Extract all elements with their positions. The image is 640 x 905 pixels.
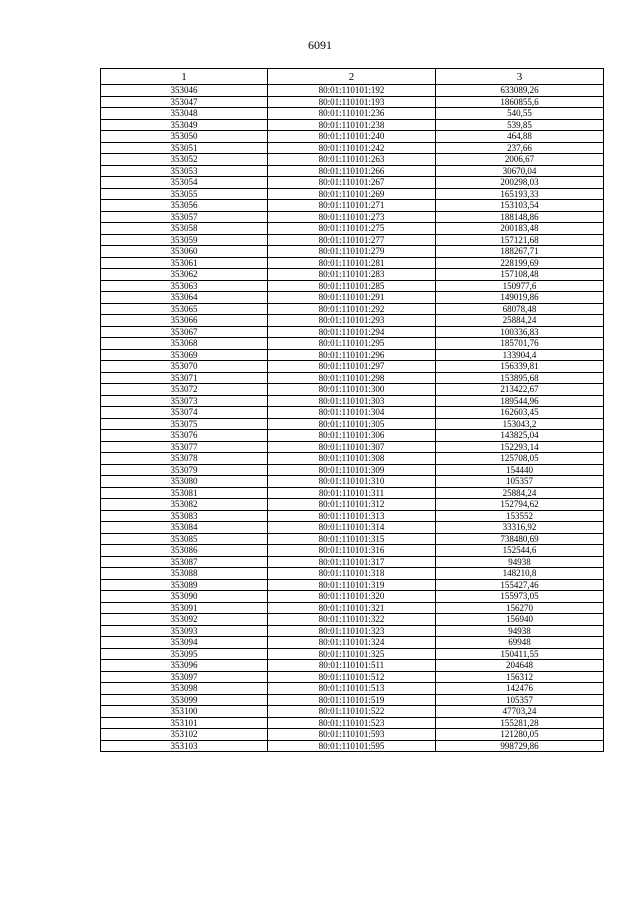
table-cell: 353063 xyxy=(101,280,268,292)
table-cell: 80:01:110101:269 xyxy=(268,188,436,200)
table-row xyxy=(101,188,604,200)
table-row xyxy=(101,395,604,407)
table-cell: 353076 xyxy=(101,430,268,442)
table-row xyxy=(101,384,604,396)
table-cell: 353047 xyxy=(101,96,268,108)
table-cell: 353049 xyxy=(101,119,268,131)
table-cell: 353061 xyxy=(101,257,268,269)
table-cell: 353096 xyxy=(101,660,268,672)
table-cell: 80:01:110101:273 xyxy=(268,211,436,223)
table-row xyxy=(101,441,604,453)
table-cell: 353069 xyxy=(101,349,268,361)
table-cell: 150411,55 xyxy=(436,648,604,660)
table-cell: 80:01:110101:279 xyxy=(268,246,436,258)
table-cell: 80:01:110101:513 xyxy=(268,683,436,695)
table-cell: 80:01:110101:324 xyxy=(268,637,436,649)
table-cell: 353072 xyxy=(101,384,268,396)
table-cell: 353071 xyxy=(101,372,268,384)
table-cell: 155973,05 xyxy=(436,591,604,603)
table-cell: 80:01:110101:277 xyxy=(268,234,436,246)
table-cell: 353089 xyxy=(101,579,268,591)
table-cell: 353092 xyxy=(101,614,268,626)
table-cell: 153043,2 xyxy=(436,418,604,430)
table-cell: 80:01:110101:323 xyxy=(268,625,436,637)
table-row xyxy=(101,602,604,614)
table-cell: 353098 xyxy=(101,683,268,695)
table-row xyxy=(101,108,604,120)
table-row xyxy=(101,660,604,672)
table-cell: 133904,4 xyxy=(436,349,604,361)
table-cell: 80:01:110101:519 xyxy=(268,694,436,706)
table-cell: 80:01:110101:316 xyxy=(268,545,436,557)
table-cell: 353060 xyxy=(101,246,268,258)
table-cell: 353066 xyxy=(101,315,268,327)
table-cell: 80:01:110101:304 xyxy=(268,407,436,419)
table-row xyxy=(101,487,604,499)
table-cell: 353084 xyxy=(101,522,268,534)
table-cell: 155427,46 xyxy=(436,579,604,591)
table-cell: 162603,45 xyxy=(436,407,604,419)
table-cell: 80:01:110101:305 xyxy=(268,418,436,430)
table-cell: 25884,24 xyxy=(436,315,604,327)
table-cell: 1860855,6 xyxy=(436,96,604,108)
table-row xyxy=(101,694,604,706)
table-cell: 80:01:110101:309 xyxy=(268,464,436,476)
table-cell: 80:01:110101:320 xyxy=(268,591,436,603)
data-table xyxy=(100,68,604,752)
table-cell: 142476 xyxy=(436,683,604,695)
table-row xyxy=(101,234,604,246)
table-cell: 152544,6 xyxy=(436,545,604,557)
table-row xyxy=(101,165,604,177)
table-cell: 353100 xyxy=(101,706,268,718)
table-cell: 353057 xyxy=(101,211,268,223)
table-cell: 80:01:110101:293 xyxy=(268,315,436,327)
table-cell: 80:01:110101:319 xyxy=(268,579,436,591)
table-cell: 156940 xyxy=(436,614,604,626)
table-row xyxy=(101,430,604,442)
table-row xyxy=(101,246,604,258)
table-cell: 157121,68 xyxy=(436,234,604,246)
table-cell: 25884,24 xyxy=(436,487,604,499)
table-row xyxy=(101,648,604,660)
table-cell: 94938 xyxy=(436,556,604,568)
table-cell: 353099 xyxy=(101,694,268,706)
table-row xyxy=(101,407,604,419)
table-cell: 80:01:110101:322 xyxy=(268,614,436,626)
table-cell: 154440 xyxy=(436,464,604,476)
table-row xyxy=(101,280,604,292)
table-cell: 353080 xyxy=(101,476,268,488)
table-cell: 353070 xyxy=(101,361,268,373)
table-cell: 80:01:110101:292 xyxy=(268,303,436,315)
column-header: 2 xyxy=(268,69,436,85)
table-cell: 213422,67 xyxy=(436,384,604,396)
table-cell: 353052 xyxy=(101,154,268,166)
column-header: 1 xyxy=(101,69,268,85)
table-cell: 353048 xyxy=(101,108,268,120)
table-row xyxy=(101,683,604,695)
table-cell: 353073 xyxy=(101,395,268,407)
table-cell: 464,88 xyxy=(436,131,604,143)
table-cell: 353077 xyxy=(101,441,268,453)
table-cell: 353050 xyxy=(101,131,268,143)
table-cell: 188267,71 xyxy=(436,246,604,258)
table-cell: 80:01:110101:511 xyxy=(268,660,436,672)
table-cell: 353068 xyxy=(101,338,268,350)
table-cell: 353059 xyxy=(101,234,268,246)
table-cell: 153895,68 xyxy=(436,372,604,384)
table-cell: 80:01:110101:192 xyxy=(268,85,436,97)
table-cell: 80:01:110101:325 xyxy=(268,648,436,660)
table-row xyxy=(101,729,604,741)
table-cell: 80:01:110101:271 xyxy=(268,200,436,212)
table-row xyxy=(101,418,604,430)
table-cell: 353058 xyxy=(101,223,268,235)
table-cell: 200298,03 xyxy=(436,177,604,189)
table-cell: 353046 xyxy=(101,85,268,97)
table-row xyxy=(101,131,604,143)
table-cell: 80:01:110101:238 xyxy=(268,119,436,131)
table-cell: 149019,86 xyxy=(436,292,604,304)
table-cell: 353095 xyxy=(101,648,268,660)
table-body xyxy=(101,85,604,752)
table-row xyxy=(101,315,604,327)
column-header: 3 xyxy=(436,69,604,85)
table-row xyxy=(101,453,604,465)
table-cell: 80:01:110101:303 xyxy=(268,395,436,407)
table-cell: 80:01:110101:595 xyxy=(268,740,436,752)
table-row xyxy=(101,96,604,108)
table-cell: 353064 xyxy=(101,292,268,304)
table-row xyxy=(101,522,604,534)
table-cell: 80:01:110101:242 xyxy=(268,142,436,154)
table-cell: 2006,67 xyxy=(436,154,604,166)
table-cell: 353094 xyxy=(101,637,268,649)
table-cell: 353085 xyxy=(101,533,268,545)
table-cell: 156270 xyxy=(436,602,604,614)
table-cell: 80:01:110101:315 xyxy=(268,533,436,545)
table-cell: 353093 xyxy=(101,625,268,637)
table-cell: 80:01:110101:313 xyxy=(268,510,436,522)
table-cell: 105357 xyxy=(436,694,604,706)
table-cell: 148210,8 xyxy=(436,568,604,580)
table-cell: 80:01:110101:291 xyxy=(268,292,436,304)
table-cell: 80:01:110101:240 xyxy=(268,131,436,143)
table-row xyxy=(101,154,604,166)
table-row xyxy=(101,177,604,189)
table-cell: 125708,05 xyxy=(436,453,604,465)
table-cell: 80:01:110101:312 xyxy=(268,499,436,511)
table-cell: 539,85 xyxy=(436,119,604,131)
table-row xyxy=(101,614,604,626)
table-row xyxy=(101,303,604,315)
table-row xyxy=(101,740,604,752)
table-cell: 998729,86 xyxy=(436,740,604,752)
table-cell: 156312 xyxy=(436,671,604,683)
table-row xyxy=(101,717,604,729)
table-cell: 353065 xyxy=(101,303,268,315)
table-cell: 353062 xyxy=(101,269,268,281)
table-row xyxy=(101,257,604,269)
table-cell: 165193,33 xyxy=(436,188,604,200)
table-cell: 80:01:110101:296 xyxy=(268,349,436,361)
table-row xyxy=(101,338,604,350)
table-row xyxy=(101,223,604,235)
table-cell: 353097 xyxy=(101,671,268,683)
table-cell: 153103,54 xyxy=(436,200,604,212)
table-cell: 100336,83 xyxy=(436,326,604,338)
table-cell: 80:01:110101:300 xyxy=(268,384,436,396)
table-cell: 228199,69 xyxy=(436,257,604,269)
table-cell: 80:01:110101:512 xyxy=(268,671,436,683)
table-row xyxy=(101,625,604,637)
table-row xyxy=(101,349,604,361)
table-cell: 237,66 xyxy=(436,142,604,154)
table-cell: 80:01:110101:321 xyxy=(268,602,436,614)
table-cell: 353079 xyxy=(101,464,268,476)
table-cell: 47703,24 xyxy=(436,706,604,718)
table-row xyxy=(101,372,604,384)
table-cell: 353082 xyxy=(101,499,268,511)
table-cell: 80:01:110101:275 xyxy=(268,223,436,235)
table-cell: 80:01:110101:285 xyxy=(268,280,436,292)
table-cell: 80:01:110101:314 xyxy=(268,522,436,534)
table-cell: 353091 xyxy=(101,602,268,614)
table-cell: 353056 xyxy=(101,200,268,212)
table-cell: 353067 xyxy=(101,326,268,338)
table-cell: 80:01:110101:294 xyxy=(268,326,436,338)
table-cell: 80:01:110101:318 xyxy=(268,568,436,580)
table-header-row xyxy=(101,69,604,85)
table-cell: 80:01:110101:281 xyxy=(268,257,436,269)
table-cell: 80:01:110101:297 xyxy=(268,361,436,373)
table-cell: 353086 xyxy=(101,545,268,557)
table-cell: 353081 xyxy=(101,487,268,499)
table-cell: 80:01:110101:307 xyxy=(268,441,436,453)
table-row xyxy=(101,269,604,281)
table-row xyxy=(101,85,604,97)
table-cell: 204648 xyxy=(436,660,604,672)
table-cell: 353074 xyxy=(101,407,268,419)
table-cell: 156339,81 xyxy=(436,361,604,373)
table-row xyxy=(101,142,604,154)
table-row xyxy=(101,200,604,212)
table-row xyxy=(101,361,604,373)
table-cell: 188148,86 xyxy=(436,211,604,223)
table-cell: 353078 xyxy=(101,453,268,465)
table-cell: 157108,48 xyxy=(436,269,604,281)
table-row xyxy=(101,591,604,603)
table-cell: 200183,48 xyxy=(436,223,604,235)
table-row xyxy=(101,579,604,591)
table-cell: 738480,69 xyxy=(436,533,604,545)
table-cell: 353054 xyxy=(101,177,268,189)
table-cell: 94938 xyxy=(436,625,604,637)
table-row xyxy=(101,211,604,223)
table-row xyxy=(101,510,604,522)
table-row xyxy=(101,568,604,580)
table-cell: 152293,14 xyxy=(436,441,604,453)
table-cell: 143825,04 xyxy=(436,430,604,442)
table-cell: 30670,04 xyxy=(436,165,604,177)
table-cell: 155281,28 xyxy=(436,717,604,729)
table-cell: 150977,6 xyxy=(436,280,604,292)
table-cell: 353083 xyxy=(101,510,268,522)
table-cell: 353090 xyxy=(101,591,268,603)
table-cell: 80:01:110101:193 xyxy=(268,96,436,108)
table-cell: 33316,92 xyxy=(436,522,604,534)
table-cell: 353102 xyxy=(101,729,268,741)
table-cell: 153552 xyxy=(436,510,604,522)
table-cell: 633089,26 xyxy=(436,85,604,97)
table-row xyxy=(101,119,604,131)
table-row xyxy=(101,637,604,649)
table-row xyxy=(101,292,604,304)
page-number: 6091 xyxy=(308,38,332,52)
table-cell: 80:01:110101:306 xyxy=(268,430,436,442)
table-row xyxy=(101,556,604,568)
table-row xyxy=(101,706,604,718)
table-row xyxy=(101,464,604,476)
table-row xyxy=(101,545,604,557)
table-cell: 80:01:110101:236 xyxy=(268,108,436,120)
table-cell: 80:01:110101:266 xyxy=(268,165,436,177)
table-cell: 80:01:110101:295 xyxy=(268,338,436,350)
table-cell: 353087 xyxy=(101,556,268,568)
table-cell: 353051 xyxy=(101,142,268,154)
table-cell: 80:01:110101:311 xyxy=(268,487,436,499)
table-cell: 152794,62 xyxy=(436,499,604,511)
table-cell: 353055 xyxy=(101,188,268,200)
table-cell: 80:01:110101:522 xyxy=(268,706,436,718)
table-row xyxy=(101,326,604,338)
table-row xyxy=(101,671,604,683)
table-cell: 353103 xyxy=(101,740,268,752)
table-row xyxy=(101,499,604,511)
table-row xyxy=(101,476,604,488)
table-cell: 80:01:110101:267 xyxy=(268,177,436,189)
table-cell: 353053 xyxy=(101,165,268,177)
table-cell: 121280,05 xyxy=(436,729,604,741)
table-cell: 80:01:110101:593 xyxy=(268,729,436,741)
table-cell: 185701,76 xyxy=(436,338,604,350)
table-cell: 80:01:110101:283 xyxy=(268,269,436,281)
table-cell: 68078,48 xyxy=(436,303,604,315)
table-cell: 80:01:110101:308 xyxy=(268,453,436,465)
table-cell: 69948 xyxy=(436,637,604,649)
table-row xyxy=(101,533,604,545)
table-cell: 80:01:110101:263 xyxy=(268,154,436,166)
table-cell: 105357 xyxy=(436,476,604,488)
table-cell: 540,55 xyxy=(436,108,604,120)
table-cell: 353088 xyxy=(101,568,268,580)
table-cell: 353101 xyxy=(101,717,268,729)
table-cell: 189544,96 xyxy=(436,395,604,407)
table-cell: 80:01:110101:310 xyxy=(268,476,436,488)
table-cell: 80:01:110101:523 xyxy=(268,717,436,729)
table-cell: 80:01:110101:317 xyxy=(268,556,436,568)
table-cell: 80:01:110101:298 xyxy=(268,372,436,384)
table-cell: 353075 xyxy=(101,418,268,430)
